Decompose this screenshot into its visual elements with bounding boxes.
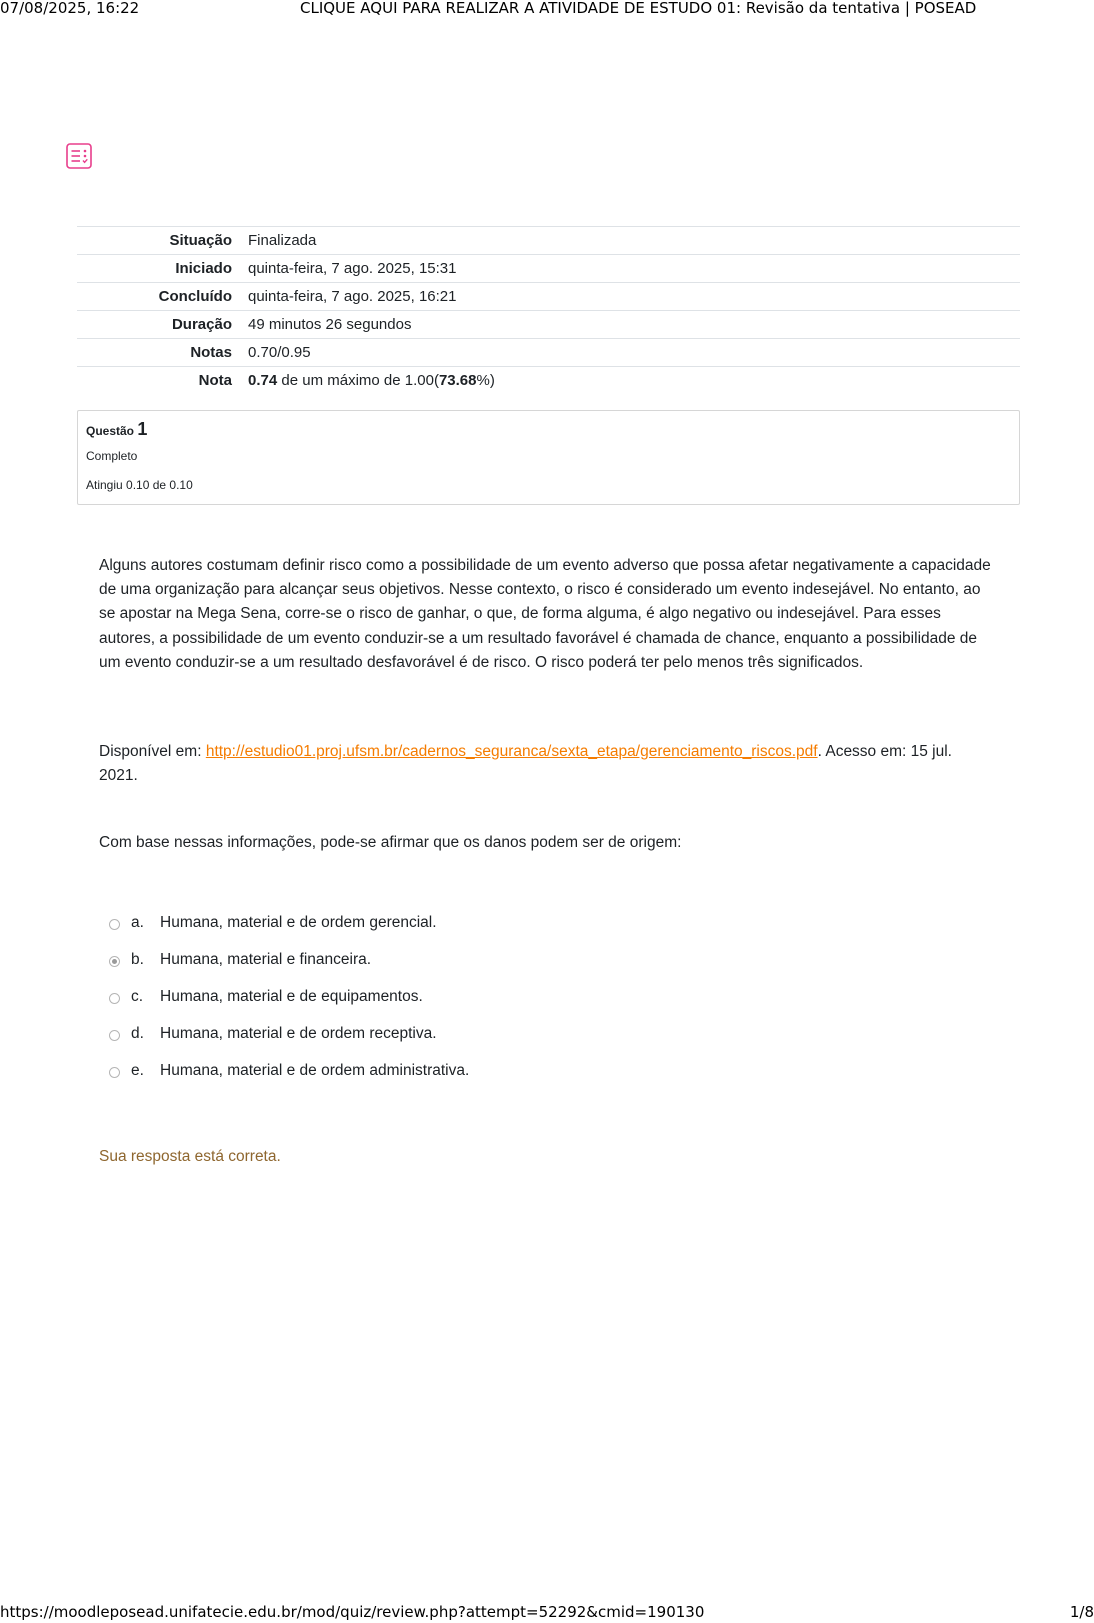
question-state: Completo <box>86 449 138 463</box>
question-text <box>99 554 999 675</box>
answer-option-b[interactable] <box>107 951 707 975</box>
summary-row-completed <box>77 283 1020 311</box>
summary-label: Nota <box>198 372 232 389</box>
answer-option-e[interactable] <box>107 1062 707 1086</box>
question-label: Questão <box>86 424 135 438</box>
summary-value: quinta-feira, 7 ago. 2025, 15:31 <box>248 260 457 277</box>
question-info-box <box>77 410 1020 505</box>
question-paragraph: Alguns autores costumam definir risco como a possibilidade de um evento adverso que possa afetar negativamente a capacidade de uma organização para alcançar seus objetivos. Nesse contexto, o risco é considerado um evento indesejável. No entanto, ao se apostar na Mega Sena, corre-se o risco de ganhar, o que, de forma alguma, é algo negativo ou indesejável. Para esses autores, a possibilidade de um evento conduzir-se a um resultado favorável é chamada de chance, enquanto a possibilidade de um evento conduzir-se a um resultado desfavorável é de risco. O risco poderá ter pelo menos três significados. <box>99 557 991 671</box>
grade-middle: de um máximo de 1.00( <box>277 372 439 389</box>
grade-end: %) <box>476 372 495 389</box>
quiz-checklist-icon <box>66 143 92 169</box>
answer-text: Humana, material e financeira. <box>160 951 372 968</box>
source-link[interactable]: http://estudio01.proj.ufsm.br/cadernos_seguranca/sexta_etapa/gerenciamento_riscos.pdf <box>205 743 818 760</box>
question-number-value: 1 <box>137 419 148 439</box>
answer-option-c[interactable] <box>107 988 707 1012</box>
answer-letter: e. <box>131 1062 144 1079</box>
question-source <box>99 740 979 788</box>
grade-percent: 73.68 <box>438 372 477 389</box>
summary-row-duration <box>77 311 1020 339</box>
summary-label: Duração <box>171 316 232 333</box>
source-suffix: . Acesso em: 15 jul. 2021. <box>99 743 952 785</box>
question-grade: Atingiu 0.10 de 0.10 <box>86 478 193 492</box>
summary-label: Iniciado <box>175 260 232 277</box>
page-number: 1/8 <box>1069 1603 1094 1621</box>
summary-grade-value <box>248 367 1020 395</box>
summary-value: 49 minutos 26 segundos <box>248 316 412 333</box>
attempt-summary-table <box>77 226 1020 394</box>
radio-button[interactable] <box>109 1030 120 1041</box>
summary-row-started <box>77 255 1020 283</box>
answer-letter: c. <box>131 988 144 1005</box>
summary-row-grade <box>77 367 1020 395</box>
radio-button[interactable] <box>109 1067 120 1078</box>
summary-label: Concluído <box>158 288 232 305</box>
radio-button[interactable] <box>109 919 120 930</box>
answer-text: Humana, material e de ordem administrativa. <box>160 1062 470 1079</box>
question-prompt: Com base nessas informações, pode-se afirmar que os danos podem ser de origem: <box>99 834 682 851</box>
answer-option-d[interactable] <box>107 1025 707 1049</box>
summary-value: 0.70/0.95 <box>248 344 311 361</box>
summary-value: quinta-feira, 7 ago. 2025, 16:21 <box>248 288 457 305</box>
page-title: CLIQUE AQUI PARA REALIZAR A ATIVIDADE DE ESTUDO 01: Revisão da tentativa | POSEAD <box>300 0 977 17</box>
summary-row-state <box>77 227 1020 255</box>
source-prefix: Disponível em: <box>99 743 206 760</box>
radio-button[interactable] <box>109 993 120 1004</box>
summary-label: Situação <box>169 232 232 249</box>
print-footer <box>0 1603 1094 1623</box>
radio-button-selected[interactable] <box>109 956 120 967</box>
question-number <box>86 419 147 440</box>
grade-score: 0.74 <box>248 372 278 389</box>
summary-row-marks <box>77 339 1020 367</box>
answer-feedback: Sua resposta está correta. <box>99 1148 281 1165</box>
print-date: 07/08/2025, 16:22 <box>0 0 140 17</box>
print-url: https://moodleposead.unifatecie.edu.br/mod/quiz/review.php?attempt=52292&cmid=190130 <box>0 1603 705 1621</box>
summary-label: Notas <box>190 344 232 361</box>
answer-letter: d. <box>131 1025 144 1042</box>
answer-text: Humana, material e de ordem receptiva. <box>160 1025 437 1042</box>
answer-option-a[interactable] <box>107 914 707 938</box>
answer-text: Humana, material e de equipamentos. <box>160 988 423 1005</box>
answer-letter: a. <box>131 914 144 931</box>
answer-letter: b. <box>131 951 144 968</box>
answer-text: Humana, material e de ordem gerencial. <box>160 914 437 931</box>
print-header <box>0 0 1094 19</box>
summary-value: Finalizada <box>248 232 317 249</box>
